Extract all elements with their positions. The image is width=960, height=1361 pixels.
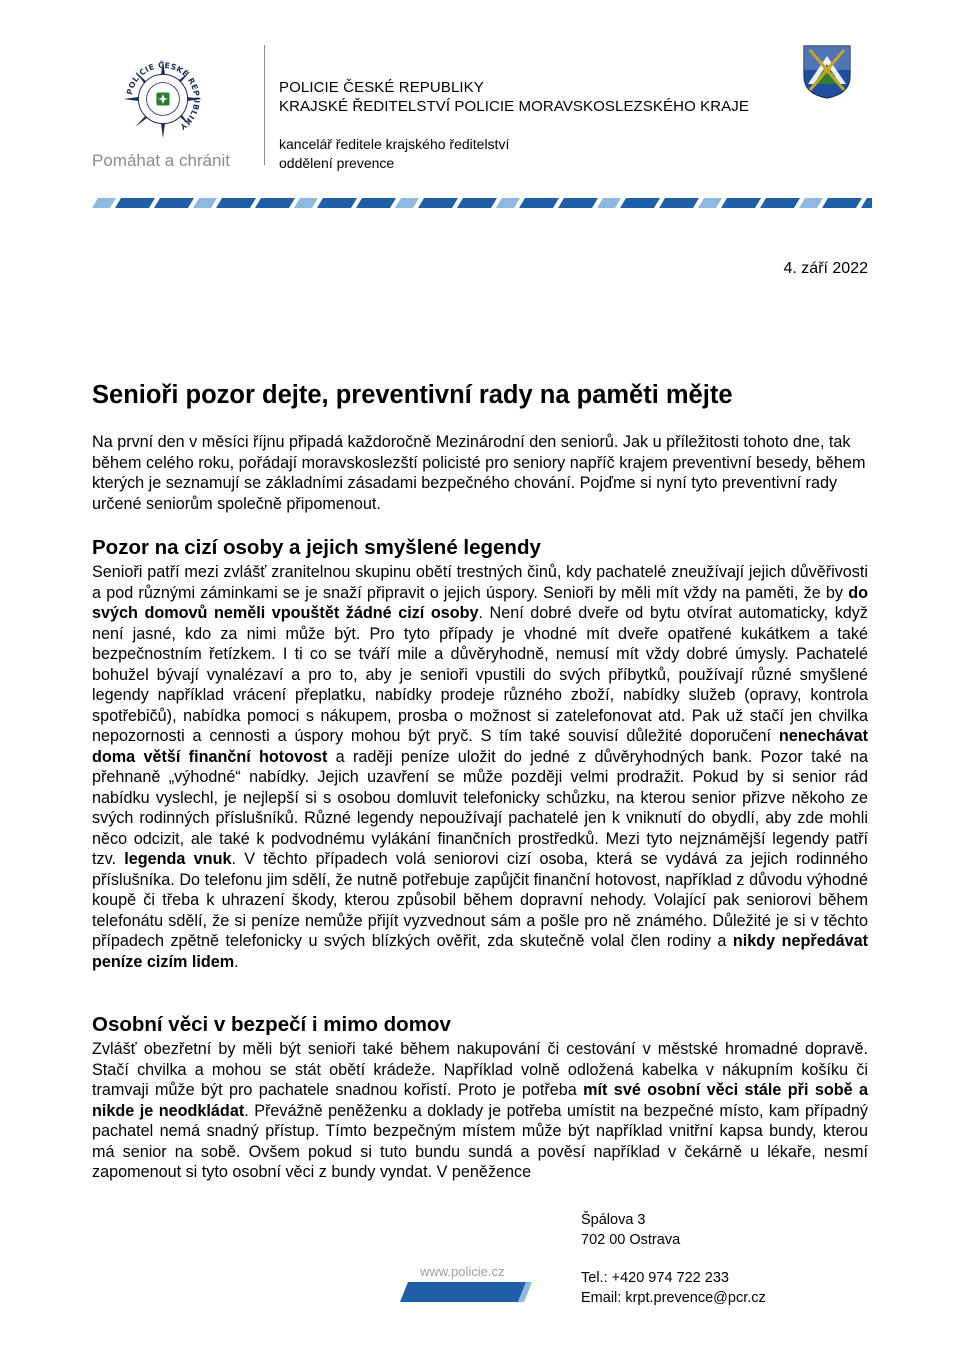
text-run: Zvlášť obezřetní by měli být senioři také během nakupování či cestování v městské hromadné dopravě. Stačí chvilka a mohou se stát obětí krádeže. Například volně odložená kabelka v nákupním košíku či tramvaji může být pro pachatele snadnou kořistí. Proto je potřeba bbox=[92, 1040, 868, 1099]
stripe-segment bbox=[255, 198, 295, 208]
website-link[interactable]: www.policie.cz bbox=[420, 1264, 505, 1279]
stripe-segment bbox=[294, 198, 318, 208]
stripe-segment bbox=[193, 198, 217, 208]
stripe-segment bbox=[457, 198, 497, 208]
document-date: 4. září 2022 bbox=[783, 260, 868, 277]
svg-text:POLICIE ČESKÉ REPUBLIKY: POLICIE ČESKÉ REPUBLIKY bbox=[125, 60, 202, 132]
intro-paragraph: Na první den v měsíci říjnu připadá každoročně Mezinárodní den seniorů. Jak u příležitosti tohoto dne, tak během celého roku, pořádají moravskoslezští policisté pro seniory napříč krajem preventivní besedy, během kterých je seznamují se základními zásadami bezpečného chování. Pojďme si nyní tyto preventivní rady určené seniorům společně připomenout. bbox=[92, 433, 866, 513]
department-line-1: kancelář ředitele krajského ředitelství bbox=[279, 136, 510, 152]
stripe-segment bbox=[760, 198, 800, 208]
stripe-segment bbox=[620, 198, 660, 208]
stripe-segment bbox=[558, 198, 598, 208]
bold-text: mít své osobní věci stále při sobě a nikde je neodkládat bbox=[92, 1081, 868, 1120]
department-line-2: oddělení prevence bbox=[279, 155, 395, 171]
email-address[interactable]: Email: krpt.prevence@pcr.cz bbox=[581, 1290, 766, 1306]
stripe-segment bbox=[861, 198, 872, 208]
stripe-segment bbox=[154, 198, 194, 208]
stripe-segment bbox=[216, 198, 256, 208]
stripe-segment bbox=[356, 198, 396, 208]
organization-name: POLICIE ČESKÉ REPUBLIKY bbox=[279, 79, 484, 96]
text-run: . Není dobré dveře od bytu otvírat automaticky, když není jasné, kdo za nimi může být. Pro tyto případy je vhodné mít dveře opatřené kukátkem a také bezpečnostním řetízkem. I ti co se tváří mile a důvěryhodně, nemusí mít vždy dobré úmysly. Pachatelé bohužel bývají vynalézaví a pro to, aby je senioři vpustili do svých příbytků, používají různé smyšlené legendy například vrácení přeplatku, nabídky prodeje různého zboží, nabídky služeb (opravy, kontrola spotřebičů), nabídka pomoci s nákupem, prosba o možnost si zatelefonovat atd. Pak už stačí jen chvilka nepozornosti a cennosti a úspory mohou být pryč. S tím také souvisí důležité doporučení bbox=[92, 604, 868, 745]
text-run: . Převážně peněženku a doklady je potřeba umístit na bezpečné místo, kam případný pachatel nemá snadný přístup. Tímto bezpečným místem může být například vnitřní kapsa bundy, kterou má senior na sobě. Ovšem pokud si tuto bundu sundá a pověsí například v čekárně u lékaře, nesmí zapomenout si tyto osobní věci z bundy vyndat. V peněžence bbox=[92, 1101, 868, 1181]
organization-subname: KRAJSKÉ ŘEDITELSTVÍ POLICIE MORAVSKOSLEZSKÉHO KRAJE bbox=[279, 98, 749, 115]
stripe-segment bbox=[418, 198, 458, 208]
document-title: Senioři pozor dejte, preventivní rady na paměti mějte bbox=[92, 381, 733, 409]
bold-text: do svých domovů neměli vpouštět žádné cizí osoby bbox=[92, 583, 868, 622]
footer-stripe-band bbox=[394, 1282, 532, 1302]
bold-text: legenda vnuk bbox=[124, 850, 232, 868]
section-paragraph bbox=[92, 562, 868, 972]
slogan: Pomáhat a chránit bbox=[92, 151, 230, 170]
bold-text: nenechávat doma větší finanční hotovost bbox=[92, 727, 868, 766]
header-stripe-band bbox=[92, 198, 872, 208]
text-run: Senioři patří mezi zvlášť zranitelnou skupinu obětí trestných činů, kdy pachatelé zneužívají jejich důvěřivosti a pod různými záminkami se je snaží připravit o jejich úspory. Senioři by měli mít vždy na paměti, že by bbox=[92, 563, 868, 602]
address-street: Špálova 3 bbox=[581, 1212, 646, 1228]
stripe-segment bbox=[496, 198, 520, 208]
bold-text: nikdy nepředávat peníze cizím lidem bbox=[92, 932, 868, 971]
stripe-segment bbox=[698, 198, 722, 208]
stripe-segment bbox=[721, 198, 761, 208]
stripe-segment bbox=[115, 198, 155, 208]
text-run: . bbox=[234, 952, 239, 971]
address-city: 702 00 Ostrava bbox=[581, 1232, 681, 1248]
stripe-segment bbox=[92, 198, 116, 208]
stripe-segment bbox=[597, 198, 621, 208]
section-heading: Osobní věci v bezpečí i mimo domov bbox=[92, 1013, 451, 1036]
phone-number: Tel.: +420 974 722 233 bbox=[581, 1270, 729, 1286]
section-heading: Pozor na cizí osoby a jejich smyšlené legendy bbox=[92, 536, 541, 559]
stripe-segment bbox=[317, 198, 357, 208]
regional-emblem-icon bbox=[802, 44, 852, 100]
stripe-segment bbox=[799, 198, 823, 208]
police-star-logo bbox=[122, 58, 204, 140]
header-divider bbox=[264, 45, 265, 165]
stripe-segment bbox=[822, 198, 862, 208]
text-run: a raději peníze uložit do jedné z důvěryhodných bank. Pozor také na přehnaně „výhodné“ nabídky. Jejich uzavření se může později velmi prodražit. Pokud by si senior rád nabídku vyslechl, je nejlepší si s osobou domluvit telefonicky schůzku, na kterou senior přizve někoho ze svých rodinných příslušníků. Různé legendy nepoužívají pachatelé jen k vniknutí do obydlí, aby zde mohli něco odcizit, ale také k podvodnému vylákání finančních prostředků. Mezi tyto nejznámější legendy patří tzv. bbox=[92, 747, 868, 868]
stripe-segment bbox=[395, 198, 419, 208]
section-paragraph bbox=[92, 1039, 868, 1183]
stripe-segment bbox=[659, 198, 699, 208]
text-run: . V těchto případech volá seniorovi cizí osoba, která se vydává za jejich rodinného příslušníka. Do telefonu jim sdělí, že nutně potřebuje zapůjčit finanční hotovost, například z důvodu výhodné koupě či třeba k uhrazení škody, kterou způsobil během dopravní nehody. Volající pak seniorovi během telefonátu sdělí, že si peníze nemůže přijít vyzvednout sám a pošle pro ně známého. Důležité je si v těchto případech zpětně telefonicky u svých blízkých ověřit, zda skutečně volal člen rodiny a bbox=[92, 850, 868, 950]
stripe-segment bbox=[519, 198, 559, 208]
